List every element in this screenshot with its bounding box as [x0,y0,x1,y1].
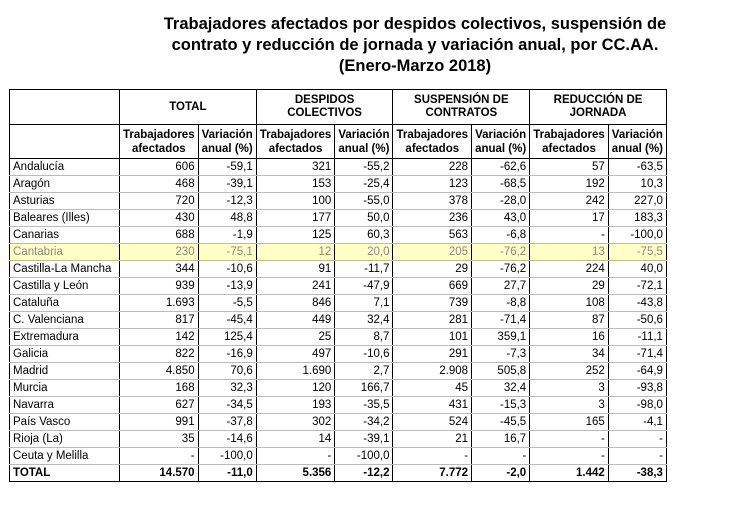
workers-cell: 302 [256,414,335,431]
variation-cell: -15,3 [472,397,530,414]
variation-cell: -2,0 [472,465,530,482]
variation-cell: -35,5 [335,397,393,414]
workers-cell: 230 [120,244,199,261]
workers-cell: 108 [530,295,609,312]
variation-cell: -71,4 [472,312,530,329]
variation-cell: 32,4 [335,312,393,329]
variation-cell: -45,5 [472,414,530,431]
variation-cell: -68,5 [472,176,530,193]
variation-cell: 505,8 [472,363,530,380]
variation-cell: 32,4 [472,380,530,397]
variation-cell: -14,6 [198,431,256,448]
variation-cell: -39,1 [335,431,393,448]
workers-cell: 378 [393,193,472,210]
table-row [10,244,667,261]
variation-cell: -34,5 [198,397,256,414]
variation-cell: -11,0 [198,465,256,482]
workers-cell: - [256,448,335,465]
group-header-reduccion: REDUCCIÓN DE JORNADA [530,90,667,125]
region-cell: Cantabria [10,244,120,261]
workers-cell: 720 [120,193,199,210]
group-header-suspension: SUSPENSIÓN DE CONTRATOS [393,90,530,125]
table-title [120,14,710,77]
workers-cell: 431 [393,397,472,414]
workers-cell: 739 [393,295,472,312]
workers-cell: 17 [530,210,609,227]
variation-cell: 32,3 [198,380,256,397]
workers-cell: 241 [256,278,335,295]
workers-cell: 822 [120,346,199,363]
variation-cell: -6,8 [472,227,530,244]
variation-cell: - [608,431,666,448]
workers-cell: 1.442 [530,465,609,482]
subheader-variacion-despidos: Variación anual (%) [335,125,393,159]
workers-cell: 29 [393,261,472,278]
workers-cell: 100 [256,193,335,210]
variation-cell: -100,0 [335,448,393,465]
workers-cell: 497 [256,346,335,363]
variation-cell: 60,3 [335,227,393,244]
region-cell: Andalucía [10,159,120,176]
table-row [10,346,667,363]
variation-cell: -93,8 [608,380,666,397]
workers-cell: 524 [393,414,472,431]
variation-cell: -10,6 [198,261,256,278]
variation-cell: 40,0 [608,261,666,278]
workers-cell: 14 [256,431,335,448]
variation-cell: -55,0 [335,193,393,210]
workers-cell: 45 [393,380,472,397]
variation-cell: 27,7 [472,278,530,295]
region-cell: Asturias [10,193,120,210]
variation-cell: -100,0 [198,448,256,465]
group-header-row [10,90,667,125]
workers-cell: 563 [393,227,472,244]
table-row [10,397,667,414]
variation-cell: -8,8 [472,295,530,312]
workers-cell: 13 [530,244,609,261]
table-row [10,414,667,431]
table-row [10,329,667,346]
table-row [10,261,667,278]
region-cell: Aragón [10,176,120,193]
variation-cell: -7,3 [472,346,530,363]
data-table [9,89,667,482]
variation-cell: 166,7 [335,380,393,397]
variation-cell: -5,5 [198,295,256,312]
table-row [10,193,667,210]
region-cell: Rioja (La) [10,431,120,448]
variation-cell: 16,7 [472,431,530,448]
subheader-variacion-reduccion: Variación anual (%) [608,125,666,159]
workers-cell: 344 [120,261,199,278]
variation-cell: -71,4 [608,346,666,363]
workers-cell: 16 [530,329,609,346]
workers-cell: 12 [256,244,335,261]
variation-cell: -100,0 [608,227,666,244]
variation-cell: 10,3 [608,176,666,193]
workers-cell: - [393,448,472,465]
region-cell: C. Valenciana [10,312,120,329]
workers-cell: 321 [256,159,335,176]
variation-cell: -34,2 [335,414,393,431]
variation-cell: -47,9 [335,278,393,295]
region-cell: País Vasco [10,414,120,431]
workers-cell: 846 [256,295,335,312]
variation-cell: -75,1 [198,244,256,261]
workers-cell: 120 [256,380,335,397]
subheader-variacion-suspension: Variación anual (%) [472,125,530,159]
workers-cell: 669 [393,278,472,295]
variation-cell: -62,6 [472,159,530,176]
table-row [10,278,667,295]
variation-cell: -75,5 [608,244,666,261]
variation-cell: 8,7 [335,329,393,346]
region-cell: Galicia [10,346,120,363]
workers-cell: 3 [530,397,609,414]
region-cell: Baleares (Illes) [10,210,120,227]
variation-cell: -11,7 [335,261,393,278]
variation-cell: 43,0 [472,210,530,227]
variation-cell: -59,1 [198,159,256,176]
table-row [10,431,667,448]
variation-cell: -10,6 [335,346,393,363]
workers-cell: 34 [530,346,609,363]
workers-cell: 939 [120,278,199,295]
variation-cell: -25,4 [335,176,393,193]
region-cell: Extremadura [10,329,120,346]
variation-cell: 50,0 [335,210,393,227]
workers-cell: 193 [256,397,335,414]
workers-cell: 688 [120,227,199,244]
variation-cell: -13,9 [198,278,256,295]
title-line-3: (Enero-Marzo 2018) [338,57,492,75]
workers-cell: 430 [120,210,199,227]
variation-cell: - [608,448,666,465]
variation-cell: -4,1 [608,414,666,431]
workers-cell: 123 [393,176,472,193]
variation-cell: -1,9 [198,227,256,244]
workers-cell: 205 [393,244,472,261]
workers-cell: 91 [256,261,335,278]
table-row [10,227,667,244]
region-cell: TOTAL [10,465,120,482]
variation-cell: 183,3 [608,210,666,227]
workers-cell: 7.772 [393,465,472,482]
workers-cell: 35 [120,431,199,448]
table-row [10,312,667,329]
variation-cell: -11,1 [608,329,666,346]
variation-cell: -55,2 [335,159,393,176]
table-row [10,448,667,465]
table-row [10,363,667,380]
workers-cell: 125 [256,227,335,244]
workers-cell: 2.908 [393,363,472,380]
region-cell: Castilla-La Mancha [10,261,120,278]
subheader-trabajadores-reduccion: Trabajadores afectados [530,125,609,159]
header-corner [10,90,120,125]
workers-cell: 14.570 [120,465,199,482]
variation-cell: -28,0 [472,193,530,210]
variation-cell: -39,1 [198,176,256,193]
table-row [10,176,667,193]
variation-cell: -98,0 [608,397,666,414]
workers-cell: 29 [530,278,609,295]
table-row [10,210,667,227]
workers-cell: 25 [256,329,335,346]
variation-cell: -12,3 [198,193,256,210]
variation-cell: -64,9 [608,363,666,380]
workers-cell: 236 [393,210,472,227]
region-cell: Cataluña [10,295,120,312]
workers-cell: 142 [120,329,199,346]
variation-cell: -63,5 [608,159,666,176]
variation-cell: 7,1 [335,295,393,312]
variation-cell: 20,0 [335,244,393,261]
workers-cell: 281 [393,312,472,329]
workers-cell: 991 [120,414,199,431]
subheader-variacion-total: Variación anual (%) [198,125,256,159]
title-line-1: Trabajadores afectados por despidos colectivos, suspensión de [163,15,667,33]
variation-cell: 70,6 [198,363,256,380]
workers-cell: - [530,431,609,448]
variation-cell: 359,1 [472,329,530,346]
region-cell: Murcia [10,380,120,397]
group-header-total: TOTAL [120,90,257,125]
region-cell: Madrid [10,363,120,380]
variation-cell: -72,1 [608,278,666,295]
variation-cell: -50,6 [608,312,666,329]
workers-cell: 168 [120,380,199,397]
workers-cell: 242 [530,193,609,210]
subheader-trabajadores-total: Trabajadores afectados [120,125,199,159]
total-row [10,465,667,482]
workers-cell: 21 [393,431,472,448]
workers-cell: 1.690 [256,363,335,380]
variation-cell: -37,8 [198,414,256,431]
region-cell: Ceuta y Melilla [10,448,120,465]
workers-cell: 224 [530,261,609,278]
workers-cell: 87 [530,312,609,329]
workers-cell: 165 [530,414,609,431]
variation-cell: -12,2 [335,465,393,482]
workers-cell: 606 [120,159,199,176]
workers-cell: 101 [393,329,472,346]
sub-header-row [10,125,667,159]
workers-cell: 3 [530,380,609,397]
workers-cell: 252 [530,363,609,380]
table-body [10,159,667,482]
region-cell: Castilla y León [10,278,120,295]
region-cell: Canarias [10,227,120,244]
workers-cell: 627 [120,397,199,414]
workers-cell: 5.356 [256,465,335,482]
workers-cell: 291 [393,346,472,363]
variation-cell: -76,2 [472,244,530,261]
table-row [10,159,667,176]
workers-cell: - [530,227,609,244]
variation-cell: - [472,448,530,465]
workers-cell: 192 [530,176,609,193]
workers-cell: 4.850 [120,363,199,380]
variation-cell: 125,4 [198,329,256,346]
variation-cell: -45,4 [198,312,256,329]
variation-cell: 227,0 [608,193,666,210]
workers-cell: 449 [256,312,335,329]
variation-cell: 48,8 [198,210,256,227]
workers-cell: 153 [256,176,335,193]
workers-cell: - [530,448,609,465]
header-corner-lower [10,125,120,159]
workers-cell: 57 [530,159,609,176]
variation-cell: -76,2 [472,261,530,278]
group-header-despidos: DESPIDOS COLECTIVOS [256,90,393,125]
workers-cell: - [120,448,199,465]
workers-cell: 228 [393,159,472,176]
variation-cell: -43,8 [608,295,666,312]
subheader-trabajadores-despidos: Trabajadores afectados [256,125,335,159]
workers-cell: 177 [256,210,335,227]
workers-cell: 1.693 [120,295,199,312]
variation-cell: -38,3 [608,465,666,482]
workers-cell: 817 [120,312,199,329]
table-row [10,295,667,312]
region-cell: Navarra [10,397,120,414]
table-row [10,380,667,397]
variation-cell: -16,9 [198,346,256,363]
variation-cell: 2,7 [335,363,393,380]
workers-cell: 468 [120,176,199,193]
title-line-2: contrato y reducción de jornada y variación anual, por CC.AA. [171,36,659,54]
subheader-trabajadores-suspension: Trabajadores afectados [393,125,472,159]
